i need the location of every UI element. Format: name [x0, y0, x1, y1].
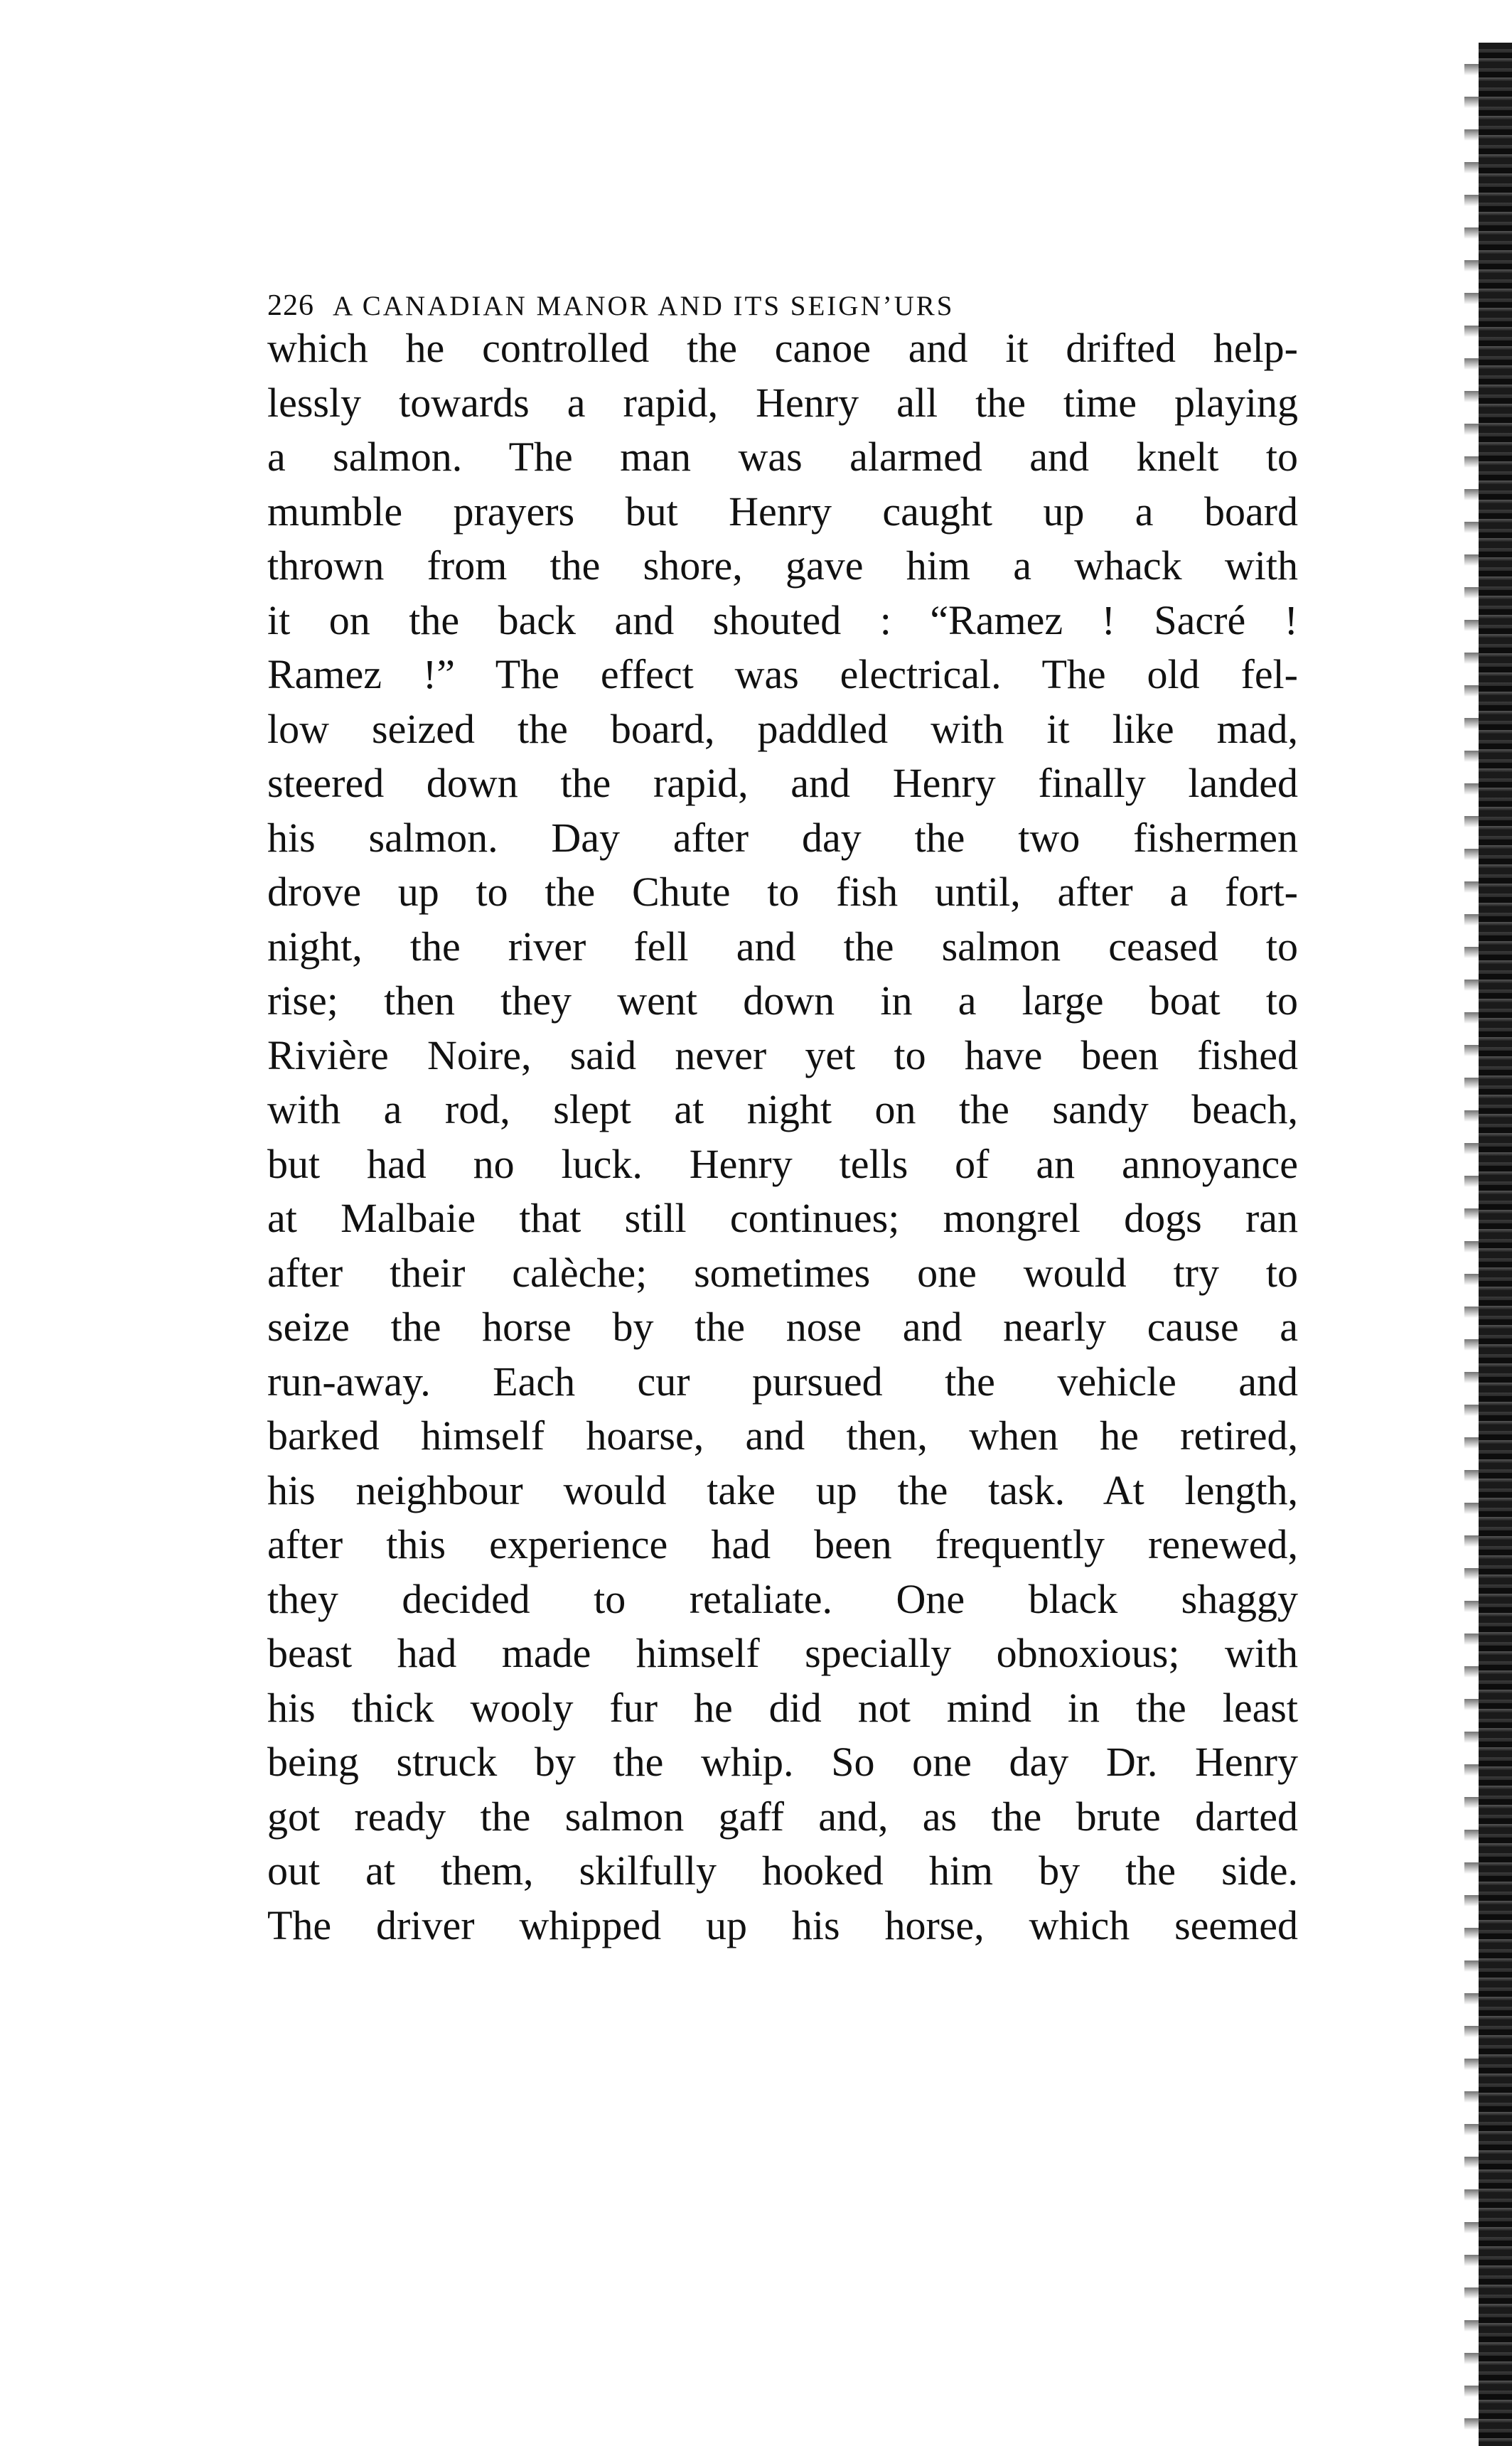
text-line: with a rod, slept at night on the sandy beach, — [267, 1086, 1298, 1132]
text-line: barked himself hoarse, and then, when he retired, — [267, 1412, 1298, 1459]
text-line: beast had made himself specially obnoxious; with — [267, 1630, 1298, 1676]
text-line: after this experience had been frequently renewed, — [267, 1521, 1298, 1567]
text-line: Ramez !” The effect was electrical. The old fel- — [267, 651, 1298, 697]
text-line: run-away. Each cur pursued the vehicle and — [267, 1358, 1298, 1405]
text-line: his neighbour would take up the task. At length, — [267, 1466, 1298, 1513]
text-line: thrown from the shore, gave him a whack with — [267, 542, 1298, 589]
text-line: out at them, skilfully hooked him by the side. — [267, 1847, 1298, 1894]
text-line: his salmon. Day after day the two fishermen — [267, 814, 1298, 861]
text-line: steered down the rapid, and Henry finally landed — [267, 760, 1298, 806]
body-text — [267, 321, 1298, 1953]
text-line: they decided to retaliate. One black shaggy — [267, 1575, 1298, 1622]
text-line: The driver whipped up his horse, which seemed — [267, 1901, 1298, 1948]
text-line: seize the horse by the nose and nearly cause a — [267, 1304, 1298, 1350]
text-line: which he controlled the canoe and it drifted help- — [267, 325, 1298, 371]
text-line: it on the back and shouted : “Ramez ! Sacré ! — [267, 596, 1298, 643]
text-line: being struck by the whip. So one day Dr. Henry — [267, 1739, 1298, 1785]
running-head — [267, 284, 1298, 327]
text-line: drove up to the Chute to fish until, after a fort- — [267, 869, 1298, 915]
text-line: after their calèche; sometimes one would try to — [267, 1249, 1298, 1296]
running-head-title: A CANADIAN MANOR AND ITS SEIGN’URS — [333, 291, 955, 321]
page-number: 226 — [267, 289, 314, 322]
book-spine-edge — [1479, 43, 1512, 2446]
text-line: night, the river fell and the salmon ceased to — [267, 923, 1298, 970]
text-line: at Malbaie that still continues; mongrel dogs ran — [267, 1195, 1298, 1241]
text-line: his thick wooly fur he did not mind in the least — [267, 1684, 1298, 1731]
text-line: lessly towards a rapid, Henry all the time playing — [267, 379, 1298, 426]
text-line: got ready the salmon gaff and, as the brute darted — [267, 1793, 1298, 1840]
text-line: a salmon. The man was alarmed and knelt to — [267, 434, 1298, 480]
text-line: but had no luck. Henry tells of an annoyance — [267, 1140, 1298, 1187]
text-line: low seized the board, paddled with it like mad, — [267, 705, 1298, 752]
text-line: rise; then they went down in a large boat to — [267, 977, 1298, 1024]
scan-shadow-edge — [1464, 43, 1480, 2446]
text-line: mumble prayers but Henry caught up a board — [267, 488, 1298, 535]
text-line: Rivière Noire, said never yet to have been fished — [267, 1031, 1298, 1078]
